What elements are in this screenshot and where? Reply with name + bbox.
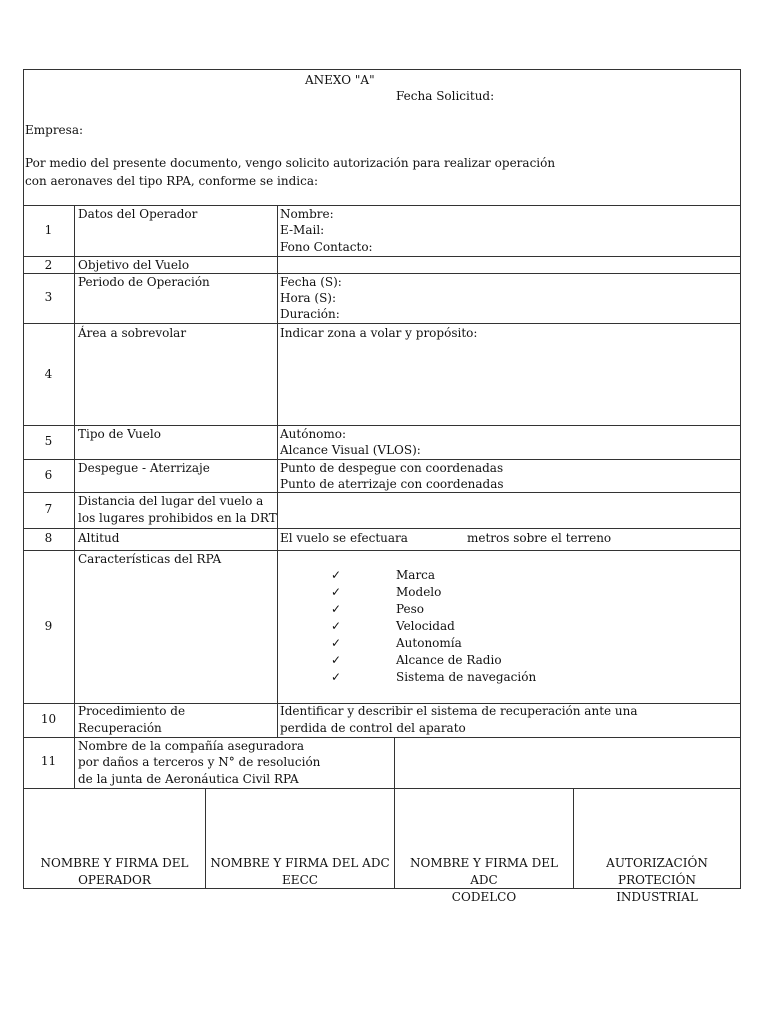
row-number: 4 bbox=[44, 367, 53, 381]
check-item: Velocidad bbox=[396, 619, 455, 633]
row-number: 3 bbox=[44, 290, 53, 304]
checkmark-icon: ✓ bbox=[331, 653, 342, 667]
checkmark-icon: ✓ bbox=[331, 568, 342, 582]
intro-text-line-1: Por medio del presente documento, vengo solicito autorización para realizar operación bbox=[25, 156, 556, 170]
row-label: Nombre de la compañía aseguradora bbox=[78, 739, 305, 753]
row-number: 8 bbox=[44, 531, 53, 545]
intro-text-line-2: con aeronaves del tipo RPA, conforme se indica: bbox=[25, 174, 319, 188]
row-divider bbox=[23, 528, 741, 529]
field-despegue[interactable]: Punto de despegue con coordenadas bbox=[280, 461, 504, 475]
checkmark-icon: ✓ bbox=[331, 585, 342, 599]
row-label: Datos del Operador bbox=[78, 207, 198, 221]
row-label: Tipo de Vuelo bbox=[78, 427, 161, 441]
row-label: Área a sobrevolar bbox=[78, 326, 187, 340]
field-nombre[interactable]: Nombre: bbox=[280, 207, 334, 221]
row-label: Objetivo del Vuelo bbox=[78, 258, 190, 272]
row-label: Procedimiento de bbox=[78, 704, 186, 718]
checkmark-icon: ✓ bbox=[331, 602, 342, 616]
row-number: 10 bbox=[40, 712, 57, 726]
check-item: Alcance de Radio bbox=[396, 653, 502, 667]
row-label: de la junta de Aeronáutica Civil RPA bbox=[78, 772, 299, 786]
row-divider bbox=[23, 788, 741, 789]
field-zona[interactable]: Indicar zona a volar y propósito: bbox=[280, 326, 478, 340]
signature-proteccion-industrial: AUTORIZACIÓN PROTECIÓN INDUSTRIAL bbox=[606, 856, 708, 904]
empresa-label: Empresa: bbox=[25, 123, 84, 137]
checkmark-icon: ✓ bbox=[331, 619, 342, 633]
row-divider bbox=[23, 323, 741, 324]
row-number: 11 bbox=[40, 754, 57, 768]
fecha-solicitud-label: Fecha Solicitud: bbox=[396, 89, 495, 103]
field-aterrizaje[interactable]: Punto de aterrizaje con coordenadas bbox=[280, 477, 504, 491]
field-recuperacion-line-2: perdida de control del aparato bbox=[280, 721, 466, 735]
row-label: Periodo de Operación bbox=[78, 275, 210, 289]
row-number: 2 bbox=[44, 258, 53, 272]
field-vlos[interactable]: Alcance Visual (VLOS): bbox=[280, 443, 421, 457]
signature-operador: NOMBRE Y FIRMA DEL OPERADOR bbox=[40, 856, 189, 887]
check-item: Modelo bbox=[396, 585, 442, 599]
signature-adc-eecc: NOMBRE Y FIRMA DEL ADC EECC bbox=[210, 856, 390, 887]
row-number: 6 bbox=[44, 468, 53, 482]
check-item: Marca bbox=[396, 568, 436, 582]
field-altitud-prefix[interactable]: El vuelo se efectuara bbox=[280, 531, 408, 545]
form-title: ANEXO "A" bbox=[305, 73, 375, 87]
field-altitud-suffix: metros sobre el terreno bbox=[467, 531, 612, 545]
check-item: Autonomía bbox=[396, 636, 462, 650]
row-label: Altitud bbox=[78, 531, 120, 545]
row-label: Recuperación bbox=[78, 721, 162, 735]
row-label: los lugares prohibidos en la DRT bbox=[78, 511, 277, 525]
row-number: 5 bbox=[44, 434, 53, 448]
signature-adc-codelco: NOMBRE Y FIRMA DEL ADC CODELCO bbox=[409, 856, 558, 904]
row-number: 1 bbox=[44, 223, 53, 237]
col-divider-value bbox=[277, 205, 278, 737]
checkmark-icon: ✓ bbox=[331, 636, 342, 650]
row-label: Características del RPA bbox=[78, 552, 222, 566]
field-fono[interactable]: Fono Contacto: bbox=[280, 240, 373, 254]
field-fecha[interactable]: Fecha (S): bbox=[280, 275, 342, 289]
row-label: por daños a terceros y N° de resolución bbox=[78, 755, 321, 769]
field-recuperacion[interactable]: Identificar y describir el sistema de recuperación ante una bbox=[280, 704, 638, 718]
field-autonomo[interactable]: Autónomo: bbox=[280, 427, 347, 441]
row-label: Despegue - Aterrizaje bbox=[78, 461, 210, 475]
field-duracion[interactable]: Duración: bbox=[280, 307, 340, 321]
row-number: 7 bbox=[44, 502, 53, 516]
row-number: 9 bbox=[44, 619, 53, 633]
field-hora[interactable]: Hora (S): bbox=[280, 291, 337, 305]
check-item: Sistema de navegación bbox=[396, 670, 537, 684]
checkmark-icon: ✓ bbox=[331, 670, 342, 684]
col-divider-number bbox=[74, 205, 75, 788]
check-item: Peso bbox=[396, 602, 425, 616]
field-email[interactable]: E-Mail: bbox=[280, 223, 325, 237]
col-divider-row10 bbox=[394, 737, 395, 788]
row-label: Distancia del lugar del vuelo a bbox=[78, 494, 264, 508]
